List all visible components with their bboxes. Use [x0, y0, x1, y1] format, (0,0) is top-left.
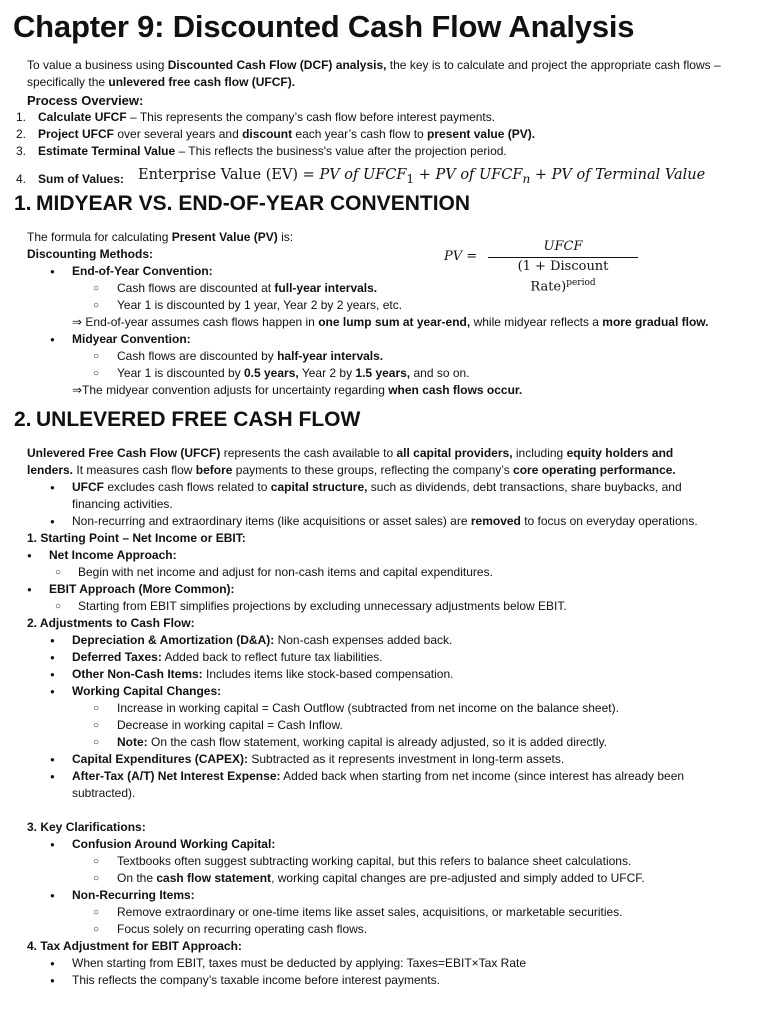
document-page: Chapter 9: Discounted Cash Flow Analysis To value a business using Discounted Cash Flow (DCF) analysis, the key is to calculate and project the appropriate cash flows – specifically the unlevered free cash flow (UFCF). Process Overview: 1. Calculate UFCF – This represents the company’s cash flow before interest payments. 2. Project UFCF over several years and discount each year’s cash flow to present value (PV). 3. Estimate Terminal Value – This reflects the business's value after the projection period. 4. Sum of Values: Enterprise Value (EV) = PV of $UFCF_1$ + PV of $UFCF_n$ + PV of Terminal Value 1. MIDYEAR VS. END-OF-YEAR CONVENTION The formula for calculating Present Value (PV) is: Discounting Methods: ● End-of-Year Convention: ○ Cash flows are discounted at full-year intervals. ○ Year 1 is discounted by 1 year, Year 2 by 2 years, etc. ⇒ End-of-year assumes cash flows happen in one lump sum at year-end, while midyear reflects a more gradual flow. ● Midyear Convention: ○ Cash flows are discounted by half-year intervals. ○ Year 1 is discounted by 0.5 years, Year 2 by 1.5 years, and so on. ⇒The midyear convention adjusts for uncertainty regarding when cash flows occur. PV = UFCF (1 + Discount Rate)$^{period}$ 2. UNLEVERED FREE CASH FLOW Unlevered Free Cash Flow (UFCF) represents the cash available to all capital providers, including equity holders and lenders. It measures cash flow before payments to these groups, reflecting the company’s core operating performance. ● UFCF excludes cash flows related to capital structure, such as dividends, debt transactions, share buybacks, and financing activities. ● Non-recurring and extraordinary items (like acquisitions or asset sales) are removed to focus on everyday operations. 1. Starting Point – Net Income or EBIT: ● Net Income Approach: ○ Begin with net income and adjust for non-cash items and capital expenditures. ● EBIT Approach (More Common): ○ Starting from EBIT simplifies projections by excluding unnecessary adjustments below EBIT. 2. Adjustments to Cash Flow: ● Depreciation & Amortization (D&A): Non-cash expenses added back. ● Deferred Taxes: Added back to reflect future tax liabilities. ● Other Non-Cash Items: Includes items like stock-based compensation. ● Working Capital Changes: ○ Increase in working capital = Cash Outflow (subtracted from net income on the balance sheet). ○ Decrease in working capital = Cash Inflow. ○ Note: On the cash flow statement, working capital is already adjusted, so it is added directly. ● Capital Expenditures (CAPEX): Subtracted as it represents investment in long-term assets. ● After-Tax (A/T) Net Interest Expense: Added back when starting from net income (since interest has already been subtracted). 3. Key Clarifications: ● Confusion Around Working Capital: ○ Textbooks often suggest subtracting working capital, but this refers to balance sheet calculations. ○ On the cash flow statement, working capital changes are pre-adjusted and simply added to UFCF. ● Non-Recurring Items: ○ Remove extraordinary or one-time items like asset sales, acquisitions, or marketable securities. ○ Focus solely on recurring operating cash flows. 4. Tax Adjustment for EBIT Approach: ● When starting from EBIT, taxes must be deducted by applying: Taxes=EBIT×Tax Rate ● This reflects the company’s taxable income before interest payments.	[0, 0, 768, 1024]
eoy-convention-item: ● End-of-Year Convention:	[0, 263, 768, 280]
list-item: ○ Increase in working capital = Cash Outflow (subtracted from net income on the balance sheet).	[0, 700, 768, 717]
process-steps	[0, 109, 535, 160]
pv-formula-intro: The formula for calculating Present Value (PV) is:	[27, 230, 294, 244]
enterprise-value-equation: Enterprise Value (EV) = PV of $UFCF_1$ + PV of $UFCF_n$ + PV of Terminal Value	[138, 167, 706, 186]
list-item: ● When starting from EBIT, taxes must be deducted by applying: Taxes=EBIT×Tax Rate	[0, 955, 768, 972]
section-2-heading: 2. UNLEVERED FREE CASH FLOW	[14, 408, 361, 431]
list-item: ● Other Non-Cash Items: Includes items like stock-based compensation.	[0, 666, 768, 683]
list-item: ● This reflects the company’s taxable income before interest payments.	[0, 972, 768, 989]
eoy-arrow-note: ⇒ End-of-year assumes cash flows happen in one lump sum at year-end, while midyear reflects a more gradual flow.	[72, 315, 709, 329]
process-overview-heading: Process Overview:	[27, 93, 144, 108]
intro-paragraph: To value a business using Discounted Cash Flow (DCF) analysis, the key is to calculate and project the appropriate cash flows – specifically the unlevered free cash flow (UFCF).	[27, 58, 721, 89]
list-item: ● EBIT Approach (More Common):	[0, 581, 768, 598]
clarifications-heading: 3. Key Clarifications:	[27, 820, 146, 834]
list-item: ○ Remove extraordinary or one-time items like asset sales, acquisitions, or marketable securities.	[0, 904, 768, 921]
section-2-body	[0, 445, 768, 989]
list-item: ● Working Capital Changes:	[0, 683, 768, 700]
list-item: ○ Year 1 is discounted by 1 year, Year 2 by 2 years, etc.	[0, 297, 768, 314]
starting-point-heading: 1. Starting Point – Net Income or EBIT:	[27, 531, 246, 545]
list-item: ○ On the cash flow statement, working capital changes are pre-adjusted and simply added to UFCF.	[0, 870, 768, 887]
process-step: 1. Calculate UFCF – This represents the company’s cash flow before interest payments.	[16, 110, 496, 124]
midyear-convention-item: ● Midyear Convention:	[0, 331, 768, 348]
section-1-heading: 1. MIDYEAR VS. END-OF-YEAR CONVENTION	[14, 192, 471, 215]
midyear-arrow-note: ⇒The midyear convention adjusts for uncertainty regarding when cash flows occur.	[72, 383, 523, 397]
list-item: ● Deferred Taxes: Added back to reflect future tax liabilities.	[0, 649, 768, 666]
page-title: Chapter 9: Discounted Cash Flow Analysis	[13, 9, 635, 44]
tax-adjustment-heading: 4. Tax Adjustment for EBIT Approach:	[27, 939, 242, 953]
list-item: ○ Begin with net income and adjust for non-cash items and capital expenditures.	[0, 564, 768, 581]
discounting-methods-label: Discounting Methods:	[27, 247, 153, 261]
adjustments-heading: 2. Adjustments to Cash Flow:	[27, 616, 195, 630]
list-item: ● Capital Expenditures (CAPEX): Subtracted as it represents investment in long-term assets.	[0, 751, 768, 768]
spacer	[0, 802, 768, 819]
list-item: ● After-Tax (A/T) Net Interest Expense: Added back when starting from net income (since interest has already been subtracted).	[0, 768, 722, 802]
list-item: ○ Cash flows are discounted at full-year intervals.	[0, 280, 768, 297]
list-item: ● UFCF excludes cash flows related to capital structure, such as dividends, debt transactions, share buybacks, and financing activities.	[0, 479, 722, 513]
section-1-body	[0, 229, 768, 399]
list-item: ○ Decrease in working capital = Cash Inflow.	[0, 717, 768, 734]
list-item: ○ Note: On the cash flow statement, working capital is already adjusted, so it is added directly.	[0, 734, 768, 751]
list-item: ● Non-Recurring Items:	[0, 887, 768, 904]
list-item: ● Non-recurring and extraordinary items (like acquisitions or asset sales) are removed to focus on everyday operations.	[0, 513, 768, 530]
list-item: ● Net Income Approach:	[0, 547, 768, 564]
list-item: ○ Focus solely on recurring operating cash flows.	[0, 921, 768, 938]
process-step: 3. Estimate Terminal Value – This reflects the business's value after the projection period.	[16, 144, 507, 158]
list-item: ○ Year 1 is discounted by 0.5 years, Year 2 by 1.5 years, and so on.	[0, 365, 768, 382]
process-step: 2. Project UFCF over several years and discount each year’s cash flow to present value (PV).	[16, 127, 536, 141]
list-item: ● Confusion Around Working Capital:	[0, 836, 768, 853]
list-item: ○ Starting from EBIT simplifies projections by excluding unnecessary adjustments below EBIT.	[0, 598, 768, 615]
list-item: ○ Textbooks often suggest subtracting working capital, but this refers to balance sheet calculations.	[0, 853, 768, 870]
list-item: ● Depreciation & Amortization (D&A): Non-cash expenses added back.	[0, 632, 768, 649]
ufcf-definition: Unlevered Free Cash Flow (UFCF) represents the cash available to all capital providers, including equity holders and lenders. It measures cash flow before payments to these groups, reflecting the company’s core operating performance.	[27, 446, 676, 477]
list-item: ○ Cash flows are discounted by half-year intervals.	[0, 348, 768, 365]
pv-formula: PV = UFCF (1 + Discount Rate)$^{period}$	[444, 238, 644, 278]
